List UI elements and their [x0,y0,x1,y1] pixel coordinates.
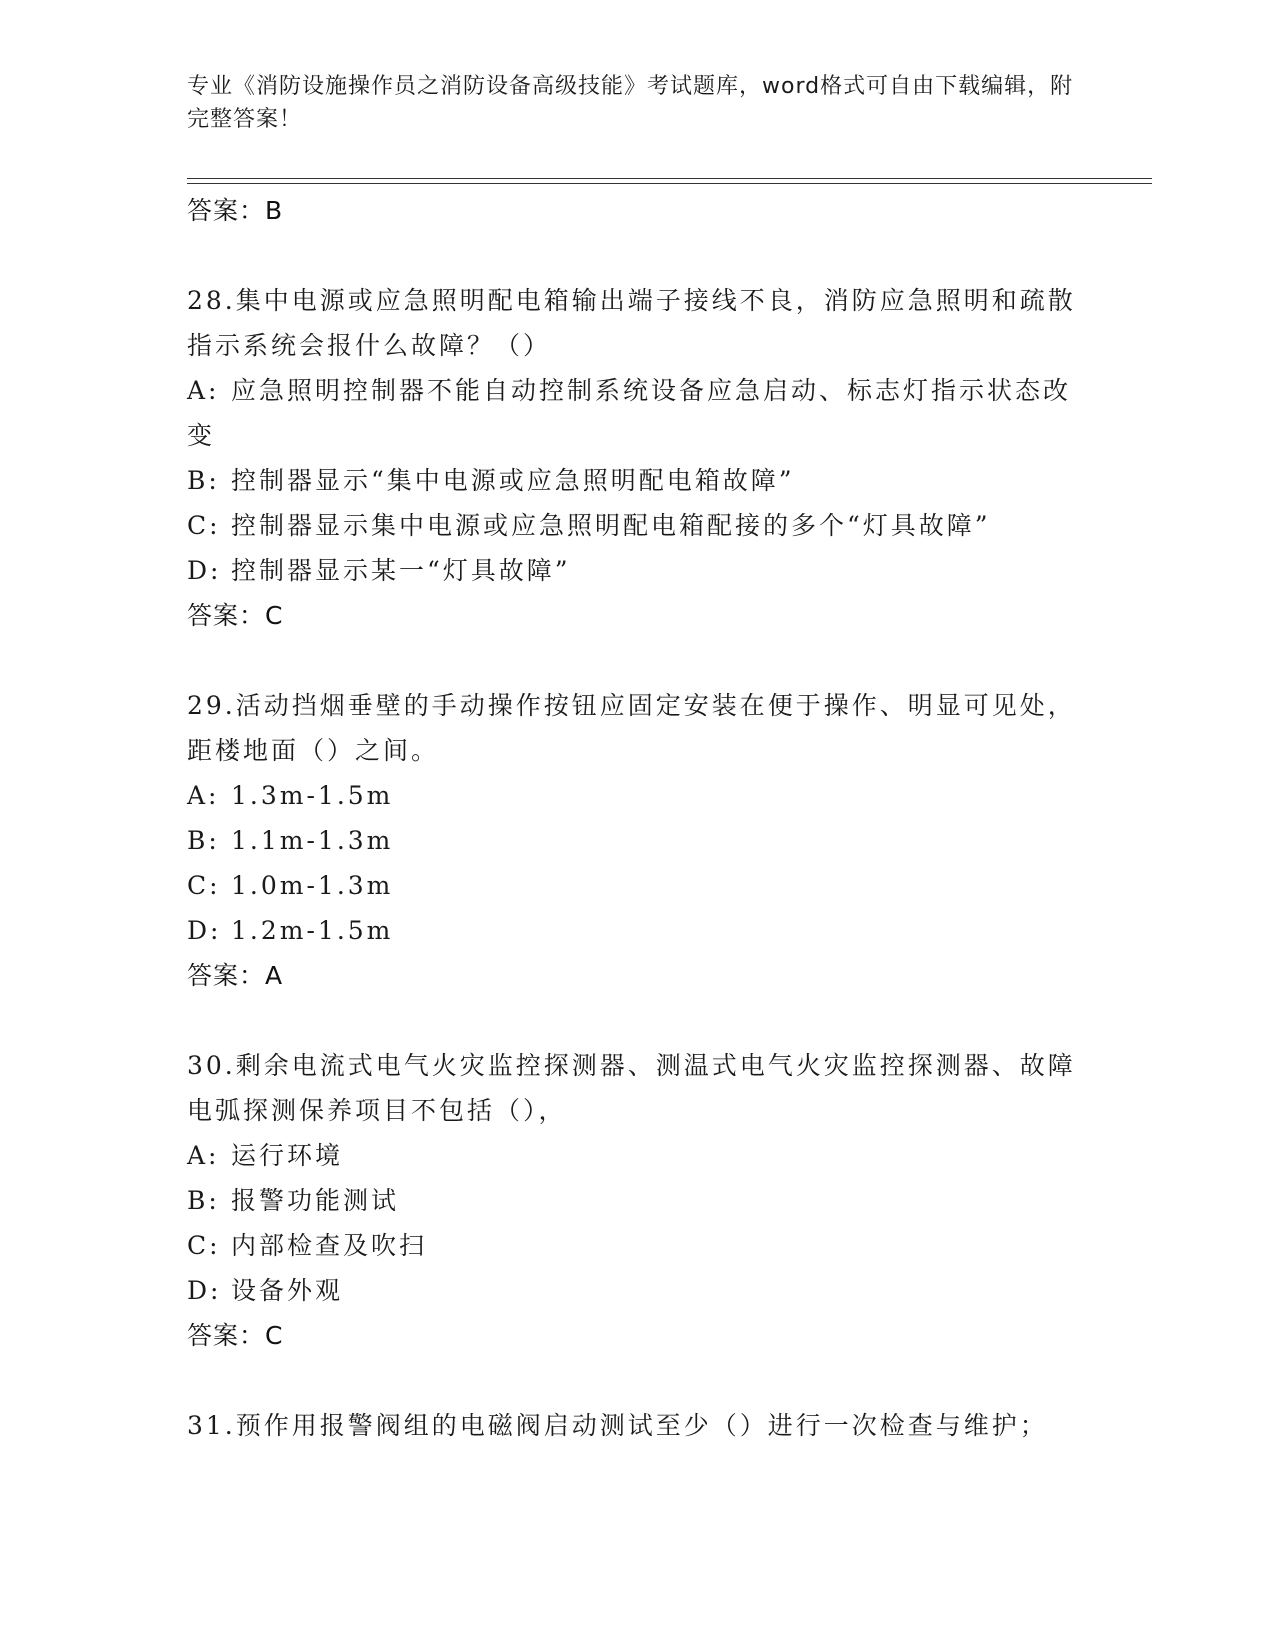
option-letter: C: [187,871,221,900]
header-rule-top [187,178,1152,179]
option-text: 运行环境 [231,1141,344,1170]
option-letter: A: [187,781,220,810]
option-c [187,1223,1097,1268]
option-letter: D: [187,916,222,945]
answer-line: 答案：C [187,1321,284,1350]
option-letter: B: [187,826,220,855]
option-a [187,368,1097,458]
question-stem: 30.剩余电流式电气火灾监控探测器、测温式电气火灾监控探测器、故障电弧探测保养项目不包括（）， [187,1051,1076,1125]
option-text: 控制器显示“集中电源或应急照明配电箱故障” [231,466,795,495]
question-list [187,188,1097,1448]
option-letter: B: [187,1186,220,1215]
option-b [187,458,1097,503]
answer-line: 答案：B [187,196,284,225]
question-30 [187,1043,1097,1358]
option-b [187,1178,1097,1223]
header-rule-bottom [187,183,1152,184]
question-stem: 31.预作用报警阀组的电磁阀启动测试至少（）进行一次检查与维护； [187,1411,1048,1440]
option-letter: A: [187,1141,220,1170]
question-stem: 28.集中电源或应急照明配电箱输出端子接线不良，消防应急照明和疏散指示系统会报什么故障？（） [187,286,1076,360]
answer-line: 答案：A [187,961,284,990]
option-a [187,1133,1097,1178]
option-letter: C: [187,511,221,540]
option-letter: D: [187,1276,222,1305]
option-text: 应急照明控制器不能自动控制系统设备应急启动、标志灯指示状态改变 [187,376,1072,450]
option-c [187,503,1097,548]
question-28 [187,278,1097,638]
option-letter: B: [187,466,220,495]
answer-line: 答案：C [187,601,284,630]
option-letter: A: [187,376,220,405]
option-text: 控制器显示某一“灯具故障” [231,556,571,585]
option-text: 报警功能测试 [231,1186,400,1215]
option-d [187,908,1097,953]
option-d [187,548,1097,593]
option-d [187,1268,1097,1313]
option-text: 1.0m-1.3m [231,871,394,900]
option-text: 控制器显示集中电源或应急照明配电箱配接的多个“灯具故障” [231,511,991,540]
option-letter: D: [187,556,222,585]
question-31 [187,1403,1097,1448]
question-stem: 29.活动挡烟垂壁的手动操作按钮应固定安装在便于操作、明显可见处，距楼地面（）之间。 [187,691,1076,765]
option-b [187,818,1097,863]
option-text: 设备外观 [231,1276,344,1305]
option-a [187,773,1097,818]
option-c [187,863,1097,908]
option-text: 1.2m-1.5m [231,916,394,945]
question-29 [187,683,1097,998]
option-text: 1.3m-1.5m [231,781,394,810]
option-letter: C: [187,1231,221,1260]
document-header: 专业《消防设施操作员之消防设备高级技能》考试题库，word格式可自由下载编辑，附完整答案！ [187,74,1074,132]
option-text: 1.1m-1.3m [231,826,394,855]
option-text: 内部检查及吹扫 [231,1231,428,1260]
